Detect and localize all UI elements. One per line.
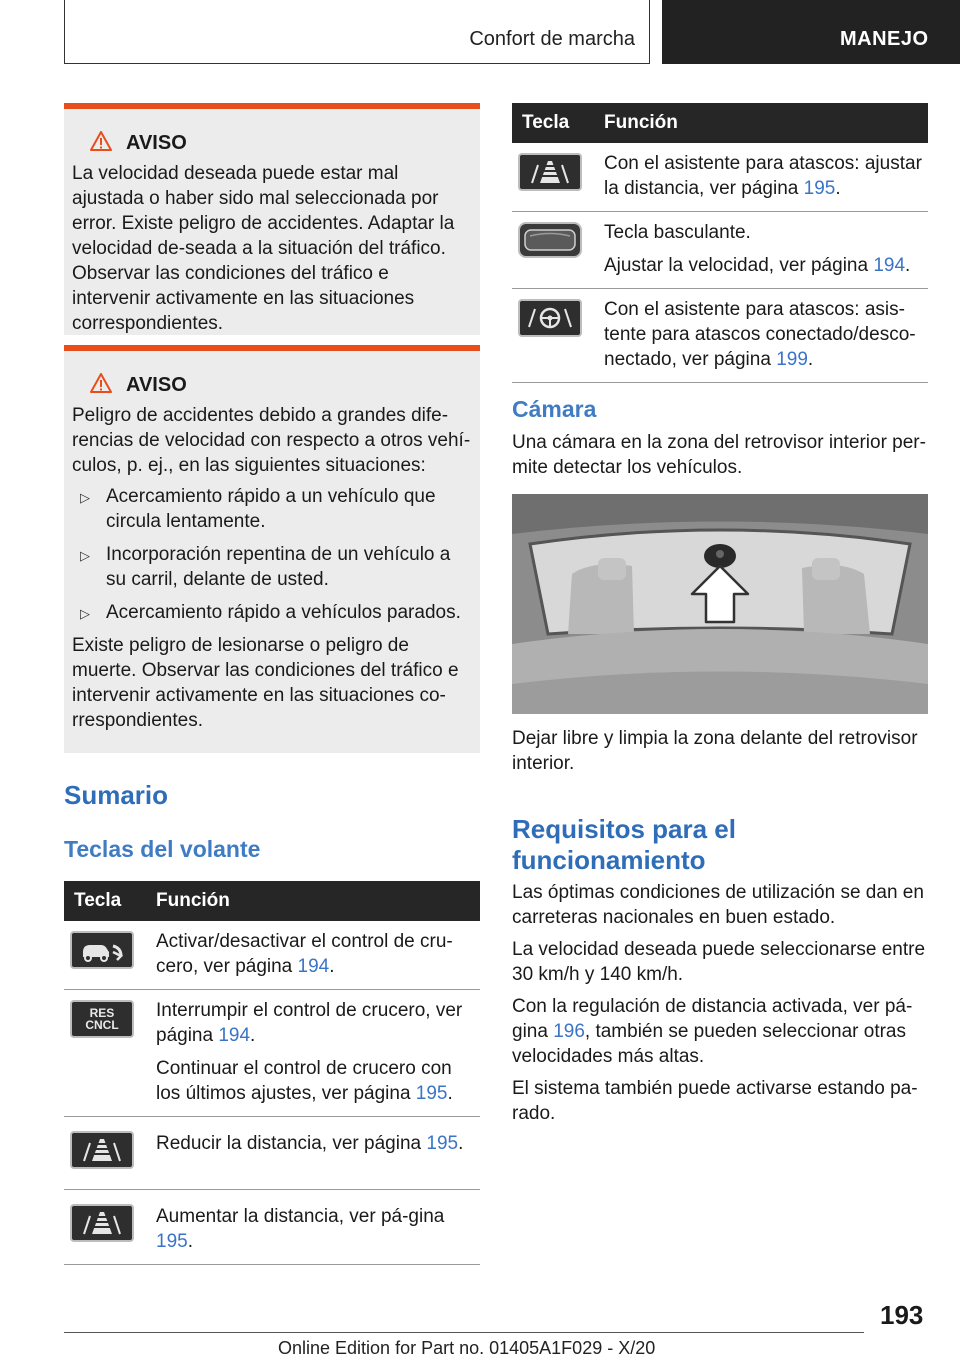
page-link[interactable]: 195 (803, 178, 836, 199)
distance-icon (70, 1131, 134, 1169)
row-function-text: Tecla basculante. (604, 222, 751, 243)
warning-title: AVISO (72, 373, 472, 397)
subheading-camera: Cámara (512, 396, 597, 422)
camera-location-photo (512, 494, 928, 714)
header-chapter-tab (662, 0, 960, 64)
triangle-bullet-icon: ▷ (80, 490, 90, 505)
list-item: ▷ Acercamiento rápido a vehículos parados. (72, 600, 472, 625)
footer-divider (64, 1332, 864, 1333)
row-function-text: Reducir la distancia, ver página 195. (156, 1133, 464, 1154)
requirements-paragraph: El sistema también puede activarse estando pa-rado. (512, 1078, 918, 1124)
row-function-text: Aumentar la distancia, ver pá-gina 195. (156, 1206, 445, 1252)
triangle-bullet-icon: ▷ (80, 548, 90, 563)
page-link[interactable]: 194 (218, 1025, 251, 1046)
steering-assist-icon (518, 299, 582, 337)
res-cncl-key-icon: RES CNCL (70, 1000, 134, 1038)
row-function-text: Con el asistente para atascos: asis-tente para atascos conectado/desco-nectado, ver página 199. (604, 299, 916, 370)
column-header-function: Función (156, 881, 480, 921)
warning-title: AVISO (72, 131, 472, 155)
table-row (64, 921, 480, 990)
page-link[interactable]: 195 (426, 1133, 459, 1154)
header-section-box (64, 0, 650, 64)
footer-edition: Online Edition for Part no. 01405A1F029 - X/20 (278, 1338, 656, 1358)
row-function-text: Activar/desactivar el control de cru-cero, ver página 194. (156, 931, 453, 977)
table-row (512, 289, 928, 383)
rocker-switch-icon (518, 222, 582, 258)
table-row (64, 1117, 480, 1190)
list-item: ▷ Incorporación repentina de un vehículo a su carril, delante de usted. (80, 544, 451, 590)
row-function-text: Ajustar la velocidad, ver página 194. (604, 255, 911, 276)
row-function-text: Continuar el control de crucero con los últimos ajustes, ver página 195. (156, 1058, 453, 1104)
warning-outro: Existe peligro de lesionarse o peligro de muerte. Observar las condiciones del tráfico e intervenir activamente en las situaciones co-rrespondientes. (72, 635, 459, 731)
subheading-steering-keys: Teclas del volante (64, 836, 261, 862)
table-header-row (512, 103, 928, 143)
table-row (512, 143, 928, 212)
page-link[interactable]: 199 (776, 349, 808, 370)
triangle-bullet-icon: ▷ (80, 606, 90, 621)
table-row (64, 1190, 480, 1265)
page-number: 193 (880, 1300, 924, 1330)
row-function-text: Interrumpir el control de crucero, ver página 194. (156, 1000, 463, 1046)
row-function-text: Con el asistente para atascos: ajustar la distancia, ver página 195. (604, 153, 922, 199)
page-link[interactable]: 195 (415, 1083, 448, 1104)
steering-keys-table (64, 881, 480, 1265)
distance-icon (70, 1204, 134, 1242)
camera-instruction: Dejar libre y limpia la zona delante del retrovisor interior. (512, 728, 918, 774)
warning-intro: Peligro de accidentes debido a grandes dife-rencias de velocidad con respecto a otros vehí-culos, p. ej., en las siguientes situaciones: (72, 405, 471, 476)
page-link[interactable]: 196 (553, 1021, 585, 1042)
cruise-control-icon (70, 931, 134, 969)
header-chapter-title: MANEJO (840, 28, 929, 50)
camera-description: Una cámara en la zona del retrovisor interior per-mite detectar los vehículos. (512, 432, 926, 478)
page-link[interactable]: 195 (156, 1231, 188, 1252)
requirements-paragraph: Con la regulación de distancia activada, ver pá-gina 196, también se pueden seleccionar otras velocidades más altas. (512, 996, 913, 1067)
steering-keys-table-continued (512, 103, 928, 383)
table-header-row (64, 881, 480, 921)
column-header-key: Tecla (512, 103, 604, 143)
warning-box-speed (64, 103, 480, 335)
warning-list (72, 484, 472, 625)
section-heading-sumario: Sumario (64, 780, 169, 810)
section-heading-requirements: Requisitos para el funcionamiento (512, 814, 736, 875)
table-row (64, 990, 480, 1117)
column-header-key: Tecla (64, 881, 156, 921)
page-link[interactable]: 194 (873, 255, 906, 276)
list-item: ▷ Acercamiento rápido a un vehículo que circula lentamente. (80, 486, 436, 532)
table-row (512, 212, 928, 289)
requirements-paragraph: La velocidad deseada puede seleccionarse entre 30 km/h y 140 km/h. (512, 939, 926, 985)
header-section-title: Confort de marcha (469, 28, 635, 50)
requirements-paragraph: Las óptimas condiciones de utilización se dan en carreteras nacionales en buen estado. (512, 882, 924, 928)
page-link[interactable]: 194 (297, 956, 330, 977)
warning-text: La velocidad deseada puede estar mal ajustada o haber sido mal seleccionada por error. Existe peligro de accidentes. Adaptar la velocidad de-seada a la situación del tráfico. Observar las condiciones del tráfico e intervenir activamente en las situaciones correspondientes. (72, 163, 455, 334)
warning-box-speed-differences (64, 345, 480, 753)
distance-icon (518, 153, 582, 191)
column-header-function: Función (604, 103, 928, 143)
warning-triangle-icon (90, 373, 112, 393)
warning-triangle-icon (90, 131, 112, 151)
